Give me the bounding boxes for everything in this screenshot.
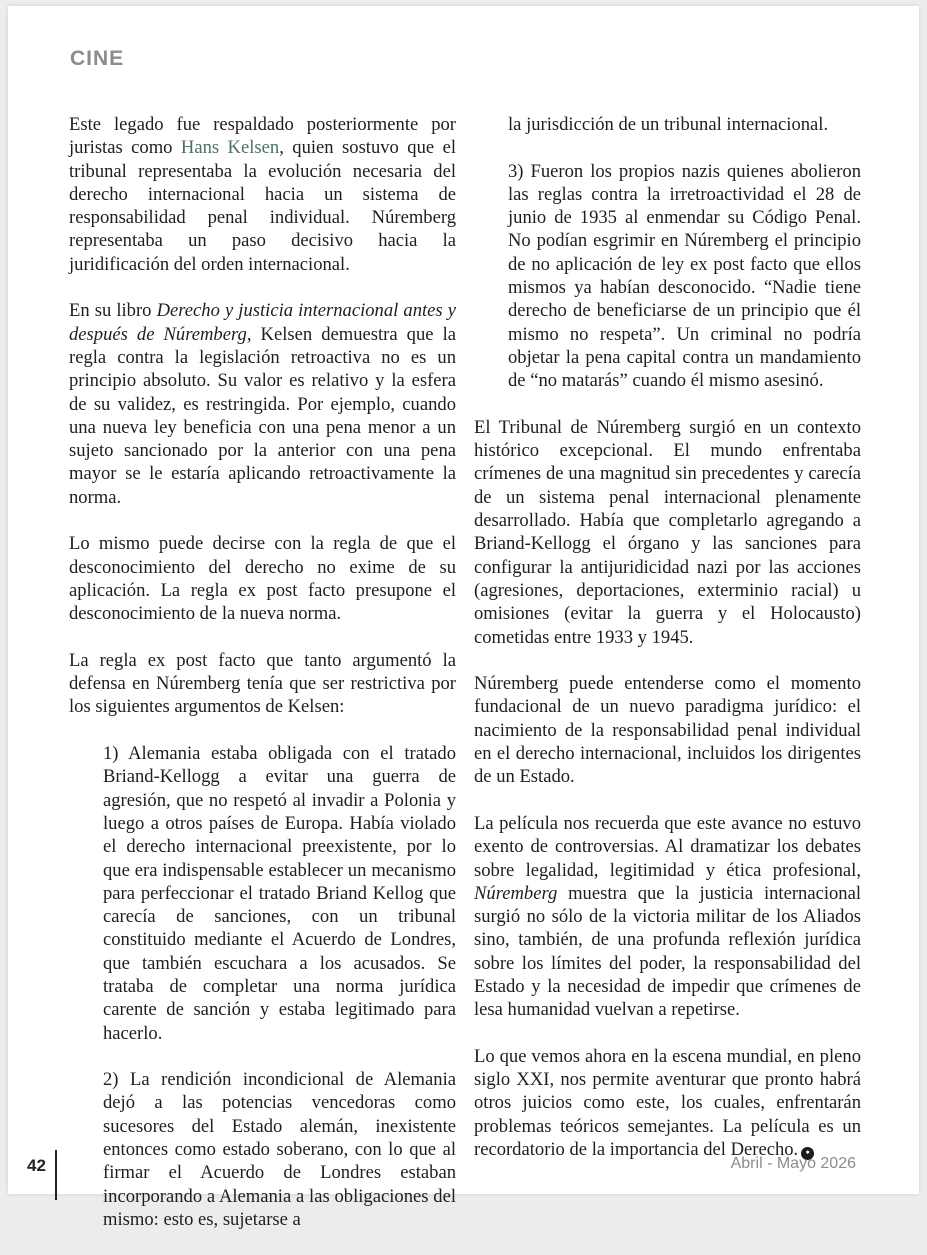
argument-item-2: 2) La rendición incondicional de Alemania dejó a las potencias vencedoras como sucesores del Estado alemán, inexistente entonces como estado soberano, con lo que al firmar el Acuerdo de Londres estaban incorporando a Alemania a las obligaciones del mismo: esto es, sujetarse a [103,1069,456,1230]
footer-divider [55,1150,57,1200]
kelsen-link[interactable]: Hans Kelsen [180,137,280,159]
magazine-page [8,6,919,1230]
paragraph: Núremberg puede entenderse como el momento fundacional de un nuevo paradigma jurídico: el nacimiento de la responsabilidad penal individual en el derecho internacional, incluidos los dirigentes de un Estado. [474,673,861,788]
argument-item-3: 3) Fueron los propios nazis quienes abolieron las reglas contra la irretroactividad el 28 de junio de 1935 al enmendar su Código Penal. No podían esgrimir en Núremberg el principio de no aplicación de ley ex post facto que ellos mismos ya habían desconocido. “Nadie tiene derecho de beneficiarse de un principio que él mismo no respeta”. Un criminal no podría objetar la pena capital contra un mandamiento de “no matarás” cuando él mismo asesinó. [508,160,861,392]
paragraph: Lo mismo puede decirse con la regla de que el desconocimiento del derecho no exime de su aplicación. La regla ex post facto presupone el desconocimiento de la nueva norma. [69,533,456,625]
paragraph: El Tribunal de Núremberg surgió en un contexto histórico excepcional. El mundo enfrentaba crímenes de una magnitud sin precedentes y carecía de un sistema penal internacional plenamente desarrollado. Había que completarlo agregando a Briand-Kellogg el órgano y las sanciones para configurar la antijuridicidad nazi por las acciones (agresiones, deportaciones, exterminio racial) u omisiones (evitar la guerra y el Holocausto) cometidas entre 1933 y 1945. [474,416,861,648]
film-title: Núremberg [474,882,558,904]
left-column [69,113,456,1255]
paragraph: Lo que vemos ahora en la escena mundial, en pleno siglo XXI, nos permite aventurar que pronto habrá otros juicios como este, los cuales, enfrentarán problemas teóricos semejantes. La película es un recordatorio de la importancia del Derecho. ✱ [474,1045,861,1161]
issue-date: Abril - Mayo 2026 [730,1155,856,1172]
right-column [474,113,861,1185]
section-label: CINE [70,47,125,70]
paragraph: La película nos recuerda que este avance no estuvo exento de controversias. Al dramatizar los debates sobre legalidad, legitimidad y ética profesional, Núremberg muestra que la justicia internacional surgió no sólo de la victoria militar de los Aliados sino, también, de una profunda reflexión jurídica sobre los límites del poder, la responsabilidad del Estado y la necesidad de impedir que crímenes de lesa humanidad vuelvan a repetirse. [474,812,861,1021]
argument-item-1: 1) Alemania estaba obligada con el tratado Briand-Kellogg a evitar una guerra de agresión, que no respetó al invadir a Polonia y luego a otros países de Europa. Había violado el derecho internacional preexistente, por lo que era indispensable establecer un mecanismo para perfeccionar el tratado Briand Kellog que carecía de sanciones, con un tribunal constituido mediante el Acuerdo de Londres, que también escuchara a los acusados. Se trataba de completar una norma jurídica carente de sanción y estaba legitimado para hacerlo. [103,743,456,1044]
page-number: 42 [27,1156,46,1175]
paragraph: En su libro Derecho y justicia internacional antes y después de Núremberg, Kelsen demuestra que la regla contra la legislación retroactiva no es un principio absoluto. Su valor es relativo y la esfera de su validez, es restringida. Por ejemplo, cuando una nueva ley beneficia con una pena menor a un sujeto sancionado por la anterior con una pena mayor se le estaría aplicando retroactivamente la norma. [69,300,456,508]
argument-item-2-continued: la jurisdicción de un tribunal internacional. [508,114,829,135]
book-title: Derecho y justicia internacional antes y después de Núremberg [69,300,456,345]
paragraph: Este legado fue respaldado posteriormente por juristas como Hans Kelsen, quien sostuvo que el tribunal representaba la evolución necesaria del derecho internacional hacia un sistema de responsabilidad penal individual. Núremberg representaba un paso decisivo hacia la juridificación del orden internacional. [69,114,456,275]
end-of-article-logo-icon: ✱ [801,1147,814,1160]
paragraph: La regla ex post facto que tanto argumentó la defensa en Núremberg tenía que ser restrictiva por los siguientes argumentos de Kelsen: [69,649,456,718]
